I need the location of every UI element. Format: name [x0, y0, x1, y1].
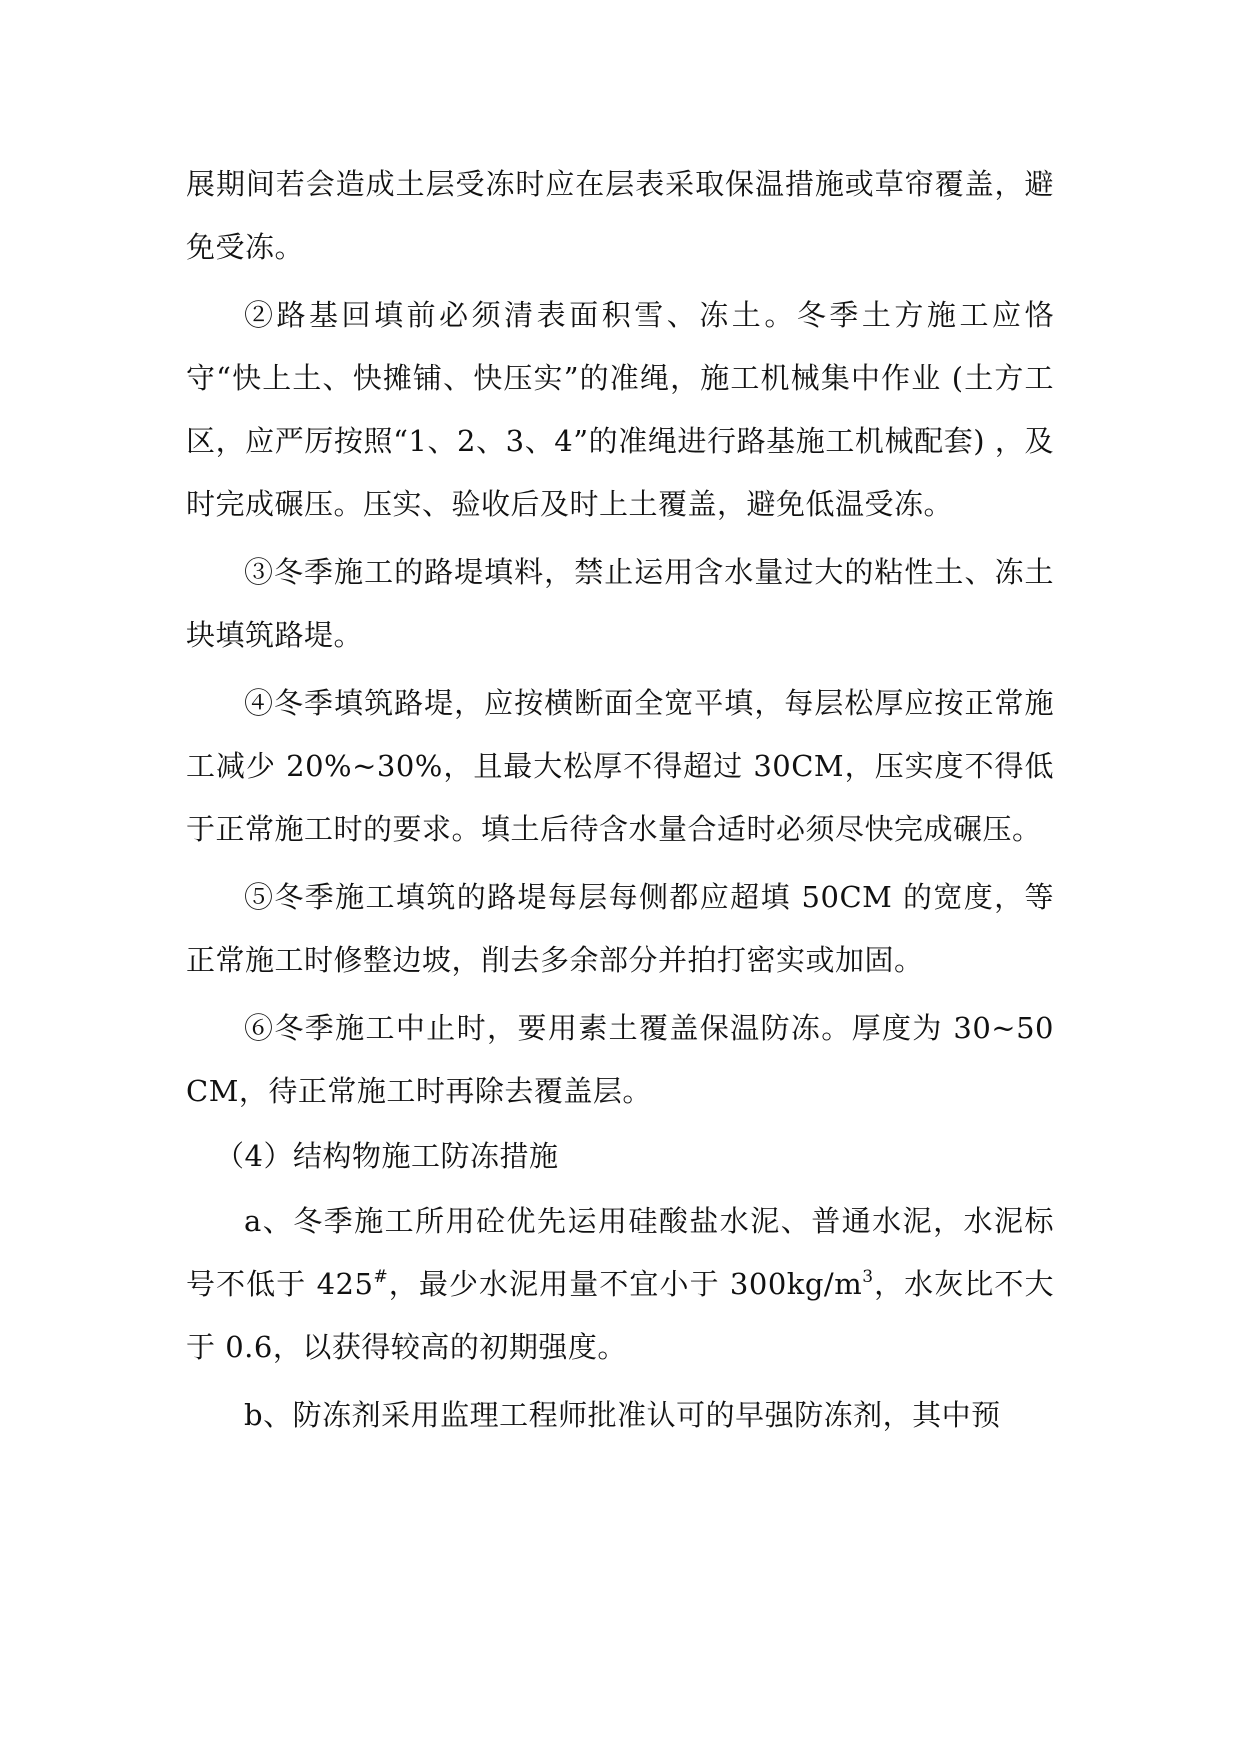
paragraph-item-2: ②路基回填前必须清表面积雪、冻土。冬季土方施工应恪守“快上土、快摊铺、快压实”的准绳，施工机械集中作业 (土方工区，应严厉按照“1、2、3、4”的准绳进行路基施工机械配套) ，及时完成碾压。压实、验收后及时上土覆盖，避免低温受冻。: [186, 298, 1054, 521]
item-a-text-1: a、冬季施工所用砼优先运用硅酸盐水泥、普通水泥，水泥标号不低于 425: [186, 1204, 1054, 1301]
paragraph-item-b: b、防冻剂采用监理工程师批准认可的早强防冻剂，其中预: [244, 1398, 1001, 1432]
paragraph-item-5: ⑤冬季施工填筑的路堤每层每侧都应超填 50CM 的宽度，等正常施工时修整边坡，削去多余部分并拍打密实或加固。: [186, 880, 1054, 977]
document-body: [186, 153, 1054, 1447]
paragraph-item-6: ⑥冬季施工中止时，要用素土覆盖保温防冻。厚度为 30~50CM，待正常施工时再除去覆盖层。: [186, 1011, 1054, 1108]
item-a-superscript-grade: #: [373, 1267, 389, 1287]
paragraph-intro: 展期间若会造成土层受冻时应在层表采取保温措施或草帘覆盖，避免受冻。: [186, 167, 1054, 264]
paragraph-item-4: ④冬季填筑路堤，应按横断面全宽平填，每层松厚应按正常施工减少 20%~30%，且最大松厚不得超过 30CM，压实度不得低于正常施工时的要求。填土后待含水量合适时必须尽快完成碾压。: [186, 686, 1054, 846]
item-a-superscript-cubic: 3: [862, 1267, 874, 1287]
paragraph-item-3: ③冬季施工的路堤填料，禁止运用含水量过大的粘性土、冻土块填筑路堤。: [186, 555, 1054, 652]
item-a-text-2: ，最少水泥用量不宜小于 300kg/m: [388, 1267, 863, 1301]
item-a-text-3: ，水灰比不大于 0.6，以获得较高的初期强度。: [186, 1267, 1054, 1364]
section-heading: （4）结构物施工防冻措施: [215, 1139, 559, 1173]
paragraph-item-a: [186, 1190, 1054, 1379]
